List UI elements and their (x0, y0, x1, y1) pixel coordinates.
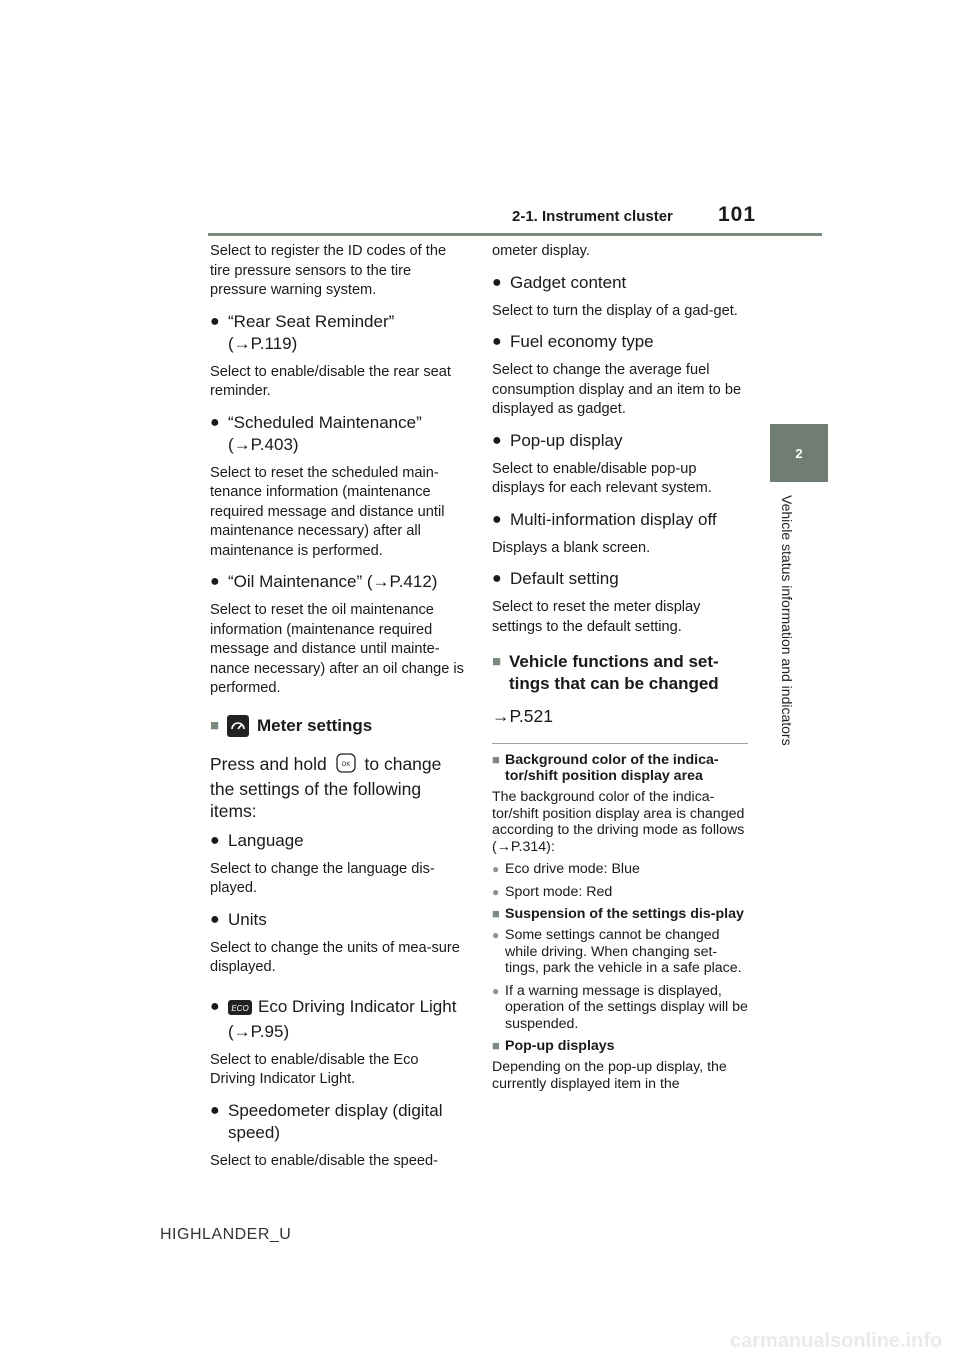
item-desc: Select to enable/disable the speed- (210, 1152, 438, 1169)
note-bullet-text: If a warning message is displayed, operation of the settings display will be suspended. (505, 982, 748, 1032)
bullet-icon: ● (492, 431, 502, 449)
vehicle-functions-heading (492, 651, 748, 695)
item-title: Language (228, 830, 304, 850)
item-title: Pop-up display (510, 430, 623, 450)
note-heading-text: Background color of the indica-tor/shift position display area (505, 752, 719, 784)
continued-text: ometer display. (492, 243, 590, 259)
note-bullet (492, 884, 748, 901)
bullet-icon: ● (492, 862, 500, 876)
list-item (210, 830, 466, 852)
meter-settings-heading (210, 715, 466, 743)
list-item (210, 909, 466, 931)
press-after: to change the settings of the following items: (210, 753, 442, 821)
item-title: Gadget content (510, 272, 627, 292)
note-bullet-text: Sport mode: Red (505, 883, 613, 900)
list-item (210, 311, 466, 355)
header-rule (208, 233, 822, 236)
bullet-icon: ● (210, 831, 220, 849)
item-title: Units (228, 909, 267, 929)
note-bullet (492, 861, 748, 878)
list-item (210, 996, 466, 1043)
item-title: “Oil Maintenance” (→P.412) (228, 572, 438, 591)
bullet-icon: ● (210, 1101, 220, 1119)
footer-model: HIGHLANDER_U (160, 1226, 292, 1243)
page-number: 101 (718, 203, 757, 226)
item-desc: Displays a blank screen. (492, 539, 651, 556)
left-column (210, 242, 466, 1181)
bullet-icon: ● (492, 273, 502, 291)
bullet-icon: ● (492, 884, 500, 899)
section-square-icon: ■ (492, 1038, 500, 1053)
chapter-tab: 2 (770, 424, 828, 482)
list-item (492, 430, 748, 452)
note-bullet-text: Some settings cannot be changed while driving. When changing set-tings, park the vehicle in a safe place. (505, 927, 742, 976)
list-item (492, 568, 748, 590)
bullet-icon: ● (210, 997, 220, 1015)
note-heading (492, 906, 748, 922)
ok-button-icon (336, 753, 356, 778)
bullet-icon: ● (210, 312, 220, 330)
item-title: Speedometer display (digital speed) (228, 1100, 443, 1142)
svg-text:ECO: ECO (231, 1003, 249, 1013)
section-square-icon: ■ (210, 716, 220, 734)
meter-settings-label: Meter settings (257, 715, 373, 735)
vehicle-functions-label: Vehicle functions and set-tings that can be changed (509, 652, 719, 693)
bullet-icon: ● (492, 570, 502, 587)
item-desc: Select to enable/disable the rear seat reminder. (210, 363, 451, 399)
list-item (492, 509, 748, 531)
bullet-icon: ● (492, 510, 502, 528)
note-heading-text: Pop-up displays (505, 1038, 615, 1054)
bullet-icon: ● (492, 928, 500, 942)
item-desc: Select to change the average fuel consumption display and an item to be displayed as gadget. (492, 362, 742, 417)
right-column (492, 242, 748, 1098)
press-before: Press and hold (210, 753, 327, 774)
vehicle-functions-ref: →P.521 (492, 706, 553, 726)
svg-text:OK: OK (341, 761, 350, 768)
section-square-icon: ■ (492, 906, 500, 921)
watermark: carmanualsonline.info (730, 1330, 943, 1352)
bullet-icon: ● (492, 983, 500, 998)
header-title: 2-1. Instrument cluster (512, 208, 673, 225)
bullet-icon: ● (210, 573, 220, 590)
meter-settings-icon (227, 715, 249, 743)
note-heading (492, 752, 748, 784)
note-bullet (492, 983, 748, 1033)
item-desc: Select to enable/disable the Eco Driving Indicator Light. (210, 1051, 419, 1087)
section-square-icon: ■ (492, 752, 500, 767)
item-desc: Select to turn the display of a gad-get. (492, 302, 738, 319)
press-hold-text (210, 753, 466, 822)
list-item (492, 272, 748, 294)
item-title: Default setting (510, 569, 619, 588)
item-desc: Select to change the units of mea-sure displayed. (210, 939, 460, 975)
item-title: Multi-information display off (510, 509, 717, 529)
bullet-icon: ● (210, 910, 220, 928)
item-title: Eco Driving Indicator Light (→P.95) (228, 996, 457, 1041)
chapter-side-label-text: Vehicle status information and indicators (779, 495, 795, 746)
item-desc: Select to change the language dis-played. (210, 860, 435, 896)
notes-divider (492, 743, 748, 744)
section-square-icon: ■ (492, 653, 502, 670)
intro-text: Select to register the ID codes of the tire pressure sensors to the tire pressure warning system. (210, 243, 447, 298)
note-heading (492, 1038, 748, 1054)
list-item (210, 412, 466, 456)
chapter-side-label (771, 495, 805, 795)
item-title: Fuel economy type (510, 332, 654, 351)
eco-icon (228, 999, 252, 1021)
list-item (210, 1100, 466, 1144)
item-desc: Select to reset the meter display settings to the default setting. (492, 599, 701, 635)
bullet-icon: ● (492, 333, 502, 350)
list-item (210, 571, 466, 593)
note-bullet-text: Eco drive mode: Blue (505, 861, 640, 877)
item-desc: Select to enable/disable pop-up displays for each relevant system. (492, 460, 712, 496)
item-title: “Scheduled Maintenance” (→P.403) (228, 412, 422, 454)
note-heading-text: Suspension of the settings dis-play (505, 906, 744, 922)
item-desc: Select to reset the scheduled main-tenance information (maintenance required message and distance until maintenance necessary) after all maintenance is performed. (210, 464, 445, 559)
note-text: The background color of the indica-tor/shift position display area is changed according to the driving mode as follows (→P.314): (492, 789, 745, 855)
item-desc: Select to reset the oil maintenance information (maintenance required message and distance until mainte-nance necessary) after an oil change is performed. (210, 602, 464, 696)
item-title: “Rear Seat Reminder” (→P.119) (228, 311, 395, 353)
note-bullet (492, 927, 748, 977)
bullet-icon: ● (210, 413, 220, 431)
list-item (492, 331, 748, 353)
note-text: Depending on the pop-up display, the currently displayed item in the (492, 1059, 727, 1092)
